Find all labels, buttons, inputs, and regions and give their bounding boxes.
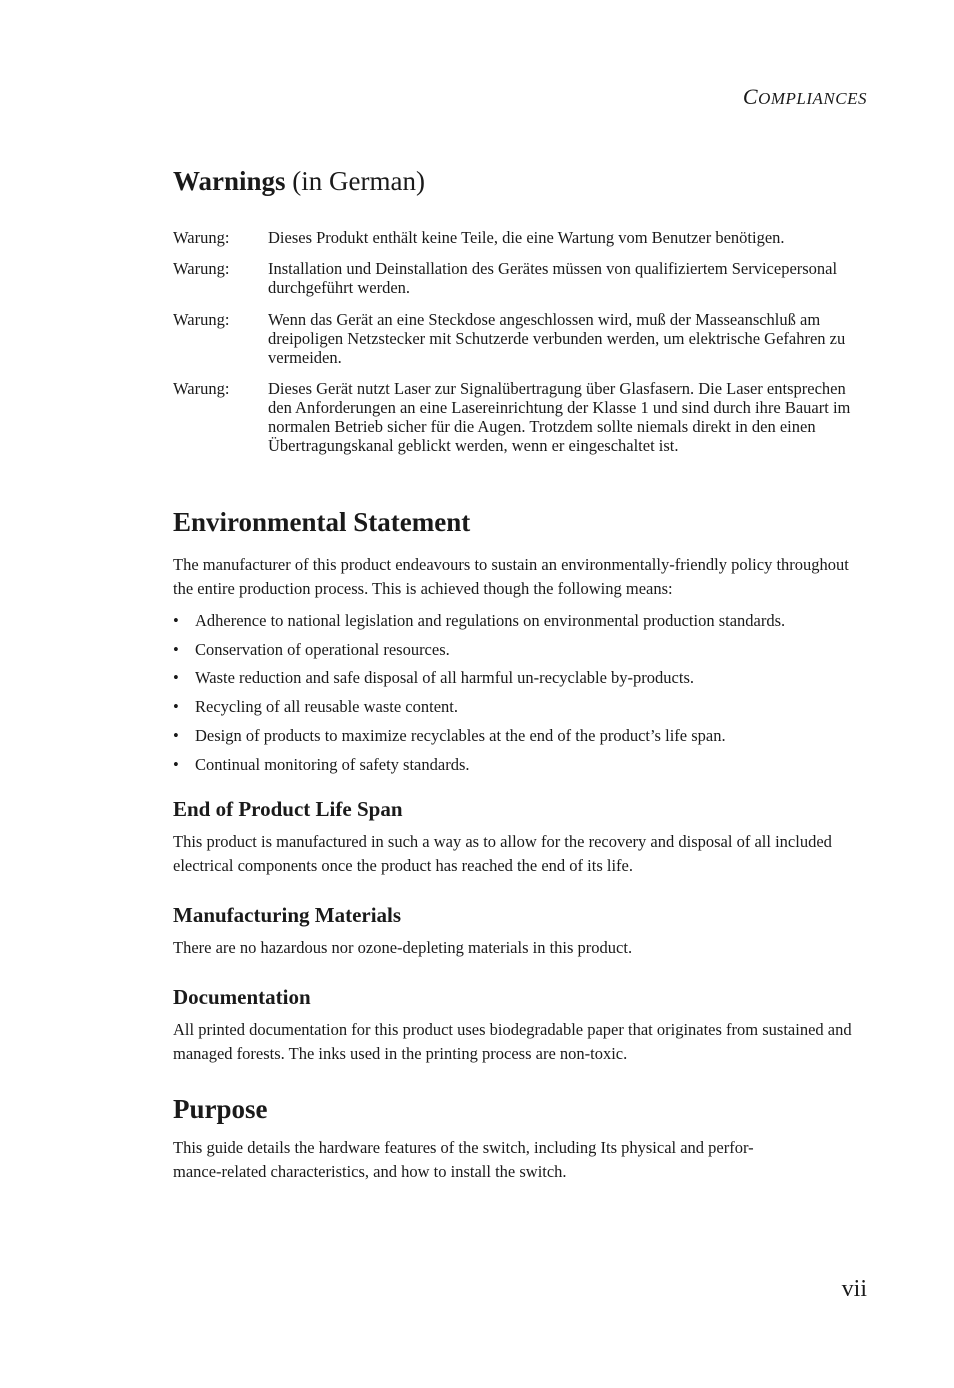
warning-label: Warung: bbox=[173, 259, 230, 278]
bullet-icon: • bbox=[173, 697, 179, 716]
bullet-icon: • bbox=[173, 668, 179, 687]
end-of-life-text: This product is manufactured in such a way as to allow for the recovery and disposal of all included electrical components once the product has reached the end of its life. bbox=[173, 832, 832, 875]
warning-label: Warung: bbox=[173, 228, 230, 247]
warnings-heading bbox=[173, 166, 425, 197]
warning-label: Warung: bbox=[173, 379, 230, 398]
list-item-text: Recycling of all reusable waste content. bbox=[195, 697, 458, 716]
warning-text: Dieses Produkt enthält keine Teile, die eine Wartung vom Benutzer benötigen. bbox=[268, 228, 785, 247]
end-of-life-heading: End of Product Life Span bbox=[173, 797, 403, 821]
warnings-heading-bold: Warnings bbox=[173, 166, 286, 196]
running-head bbox=[743, 84, 867, 110]
materials-heading: Manufacturing Materials bbox=[173, 903, 402, 927]
bullet-icon: • bbox=[173, 611, 179, 630]
running-head-rest: OMPLIANCES bbox=[758, 89, 867, 108]
warnings-heading-suffix: (in German) bbox=[285, 166, 425, 196]
list-item-text: Conservation of operational resources. bbox=[195, 640, 450, 659]
warning-text: Installation und Deinstallation des Gerätes müssen von qualifiziertem Servicepersonal durchgeführt werden. bbox=[268, 259, 838, 297]
environmental-heading: Environmental Statement bbox=[173, 507, 471, 537]
bullet-icon: • bbox=[173, 755, 179, 774]
environmental-intro: The manufacturer of this product endeavours to sustain an environmentally-friendly policy throughout the entire production process. This is achieved though the following means: bbox=[173, 555, 849, 598]
purpose-text-line-2: mance-related characteristics, and how to install the switch. bbox=[173, 1162, 567, 1181]
running-head-initial: C bbox=[742, 84, 759, 109]
purpose-text-line-1: This guide details the hardware features of the switch, including Its physical and perfor- bbox=[173, 1138, 754, 1157]
list-item-text: Adherence to national legislation and regulations on environmental production standards. bbox=[195, 611, 786, 630]
list-item-text: Waste reduction and safe disposal of all harmful un-recyclable by-products. bbox=[195, 668, 694, 687]
documentation-text: All printed documentation for this product uses biodegradable paper that originates from sustained and managed forests. The inks used in the printing process are non-toxic. bbox=[173, 1020, 852, 1063]
page-number: vii bbox=[841, 1276, 867, 1302]
bullet-icon: • bbox=[173, 640, 179, 659]
list-item-text: Design of products to maximize recyclables at the end of the product’s life span. bbox=[195, 726, 726, 745]
warning-text: Wenn das Gerät an eine Steckdose angeschlossen wird, muß der Masseanschluß am dreipoligen Netzstecker mit Schutzerde verbunden werden, um elektrische Gefahren zu vermeiden. bbox=[268, 310, 846, 367]
warning-label: Warung: bbox=[173, 310, 230, 329]
list-item-text: Continual monitoring of safety standards. bbox=[195, 755, 470, 774]
warning-text: Dieses Gerät nutzt Laser zur Signalübertragung über Glasfasern. Die Laser entsprechen den Anforderungen an eine Lasereinrichtung der Klasse 1 und sind durch ihre Bauart im normalen Betrieb sicher für die Augen. Trotzdem sollte niemals direkt in den einen Übertragungskanal geblickt werden, wenn er eingeschaltet ist. bbox=[268, 379, 851, 455]
bullet-icon: • bbox=[173, 726, 179, 745]
documentation-heading: Documentation bbox=[173, 985, 311, 1009]
materials-text: There are no hazardous nor ozone-depleting materials in this product. bbox=[173, 938, 633, 957]
purpose-heading: Purpose bbox=[173, 1094, 268, 1124]
purpose-text bbox=[173, 1136, 863, 1184]
